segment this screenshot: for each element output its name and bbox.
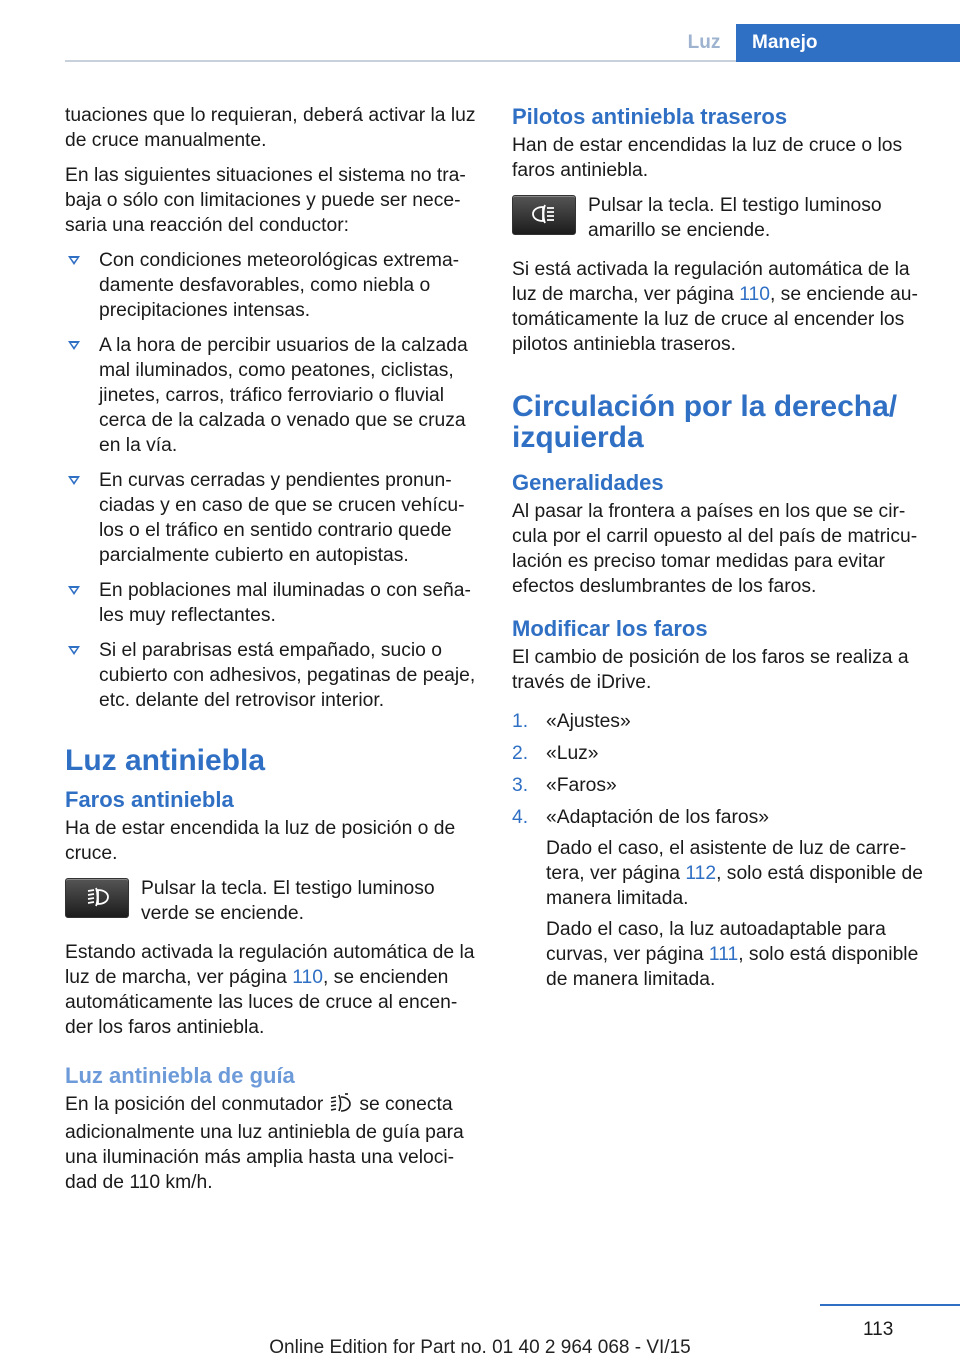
guide-fog-heading: Luz antiniebla de guía: [65, 1063, 295, 1088]
situations-paragraph: En las siguientes situaciones el sistema no trabaja o sólo con limitaciones y puede ser necesaria una reacción del conductor:: [65, 165, 466, 236]
edition-footer: Online Edition for Part no. 01 40 2 964 068 - VI/15: [269, 1337, 691, 1358]
page-link-111[interactable]: 111: [708, 944, 739, 965]
rear-fog-button-icon[interactable]: [512, 195, 576, 235]
footer-rule: [820, 1304, 960, 1306]
idrive-steps-list: [512, 709, 926, 992]
modify-headlights-heading: Modificar los faros: [512, 616, 708, 641]
step-note: Dado el caso, la luz autoadaptable para curvas, ver página 111, solo está disponible de manera limitada.: [546, 919, 919, 990]
list-item: A la hora de percibir usuarios de la calzada mal iluminados, como peatones, ciclistas, jinetes, carros, tráfico ferroviario o fluvial cerca de la calzada o venado que se cruza en la vía.: [65, 333, 477, 458]
rear-fog-key-row: [512, 193, 926, 245]
page-link-112[interactable]: 112: [685, 863, 717, 884]
triangle-bullet-icon: [68, 341, 80, 350]
header-section-tab[interactable]: Luz: [687, 32, 721, 53]
front-fog-heading: Faros antiniebla: [65, 787, 234, 812]
list-item: En curvas cerradas y pendientes pronunciadas y en caso de que se crucen vehículos o el tráfico en sentido contrario quede parcialmente cubierto en autopistas.: [65, 468, 477, 568]
right-column: [512, 103, 926, 999]
fog-light-heading: Luz antiniebla: [65, 744, 266, 777]
situations-list: [65, 248, 477, 713]
list-item: 2. «Luz»: [512, 743, 599, 764]
triangle-bullet-icon: [68, 256, 80, 265]
left-column: [65, 103, 477, 1205]
front-fog-auto-paragraph: Estando activada la regulación automática de la luz de marcha, ver página 110, se encienden automáticamente las luces de cruce al encender los faros antiniebla.: [65, 942, 475, 1038]
page-link-110[interactable]: 110: [292, 967, 323, 988]
rear-fog-key-text: Pulsar la tecla. El testigo luminoso amarillo se enciende.: [588, 195, 882, 241]
general-heading: Generalidades: [512, 470, 664, 495]
list-item: 3. «Faros»: [512, 775, 617, 796]
auto-light-switch-icon: [329, 1093, 353, 1120]
front-fog-requirement: Ha de estar encendida la luz de posición o de cruce.: [65, 818, 456, 864]
guide-fog-paragraph: En la posición del conmutador se conecta adicionalmente una luz antiniebla de guía para una iluminación más amplia hasta una velocidad de 110 km/h.: [65, 1094, 464, 1193]
list-item: Con condiciones meteorológicas extremadamente desfavorables, como niebla o precipitaciones intensas.: [65, 248, 477, 323]
front-fog-button-icon[interactable]: [65, 878, 129, 918]
triangle-bullet-icon: [68, 476, 80, 485]
intro-paragraph: tuaciones que lo requieran, deberá activar la luz de cruce manualmente.: [65, 105, 476, 151]
modify-paragraph: El cambio de posición de los faros se realiza a través de iDrive.: [512, 647, 909, 693]
traffic-side-heading: Circulación por la derecha/ izquierda: [512, 390, 898, 454]
triangle-bullet-icon: [68, 646, 80, 655]
list-item: 1. «Ajustes»: [512, 711, 631, 732]
step-note: Dado el caso, el asistente de luz de carretera, ver página 112, solo está disponible de manera limitada.: [546, 838, 923, 909]
general-paragraph: Al pasar la frontera a países en los que se circula por el carril opuesto al del país de matriculación es preciso tomar medidas para evitar efectos deslumbrantes de los faros.: [512, 501, 918, 597]
front-fog-key-text: Pulsar la tecla. El testigo luminoso verde se enciende.: [141, 878, 435, 924]
header-chapter-tab[interactable]: Manejo: [736, 24, 960, 62]
list-item: Si el parabrisas está empañado, sucio o cubierto con adhesivos, pegatinas de peaje, etc. delante del retrovisor interior.: [65, 638, 477, 713]
page-number: 113: [863, 1319, 894, 1340]
rear-fog-auto-paragraph: Si está activada la regulación automática de la luz de marcha, ver página 110, se enciende automáticamente la luz de cruce al encender los pilotos antiniebla traseros.: [512, 259, 918, 355]
rear-fog-heading: Pilotos antiniebla traseros: [512, 104, 788, 129]
list-item: En poblaciones mal iluminadas o con señales muy reflectantes.: [65, 578, 477, 628]
triangle-bullet-icon: [68, 586, 80, 595]
front-fog-key-row: [65, 876, 477, 928]
rear-fog-requirement: Han de estar encendidas la luz de cruce o los faros antiniebla.: [512, 135, 903, 181]
page-link-110[interactable]: 110: [739, 284, 770, 305]
list-item: 4. «Adaptación de los faros» Dado el caso, el asistente de luz de carretera, ver página 112, solo está disponible de manera limitada. Dado el caso, la luz autoadaptable para curvas, ver página 111, solo está disponible de manera limitada.: [512, 805, 926, 992]
